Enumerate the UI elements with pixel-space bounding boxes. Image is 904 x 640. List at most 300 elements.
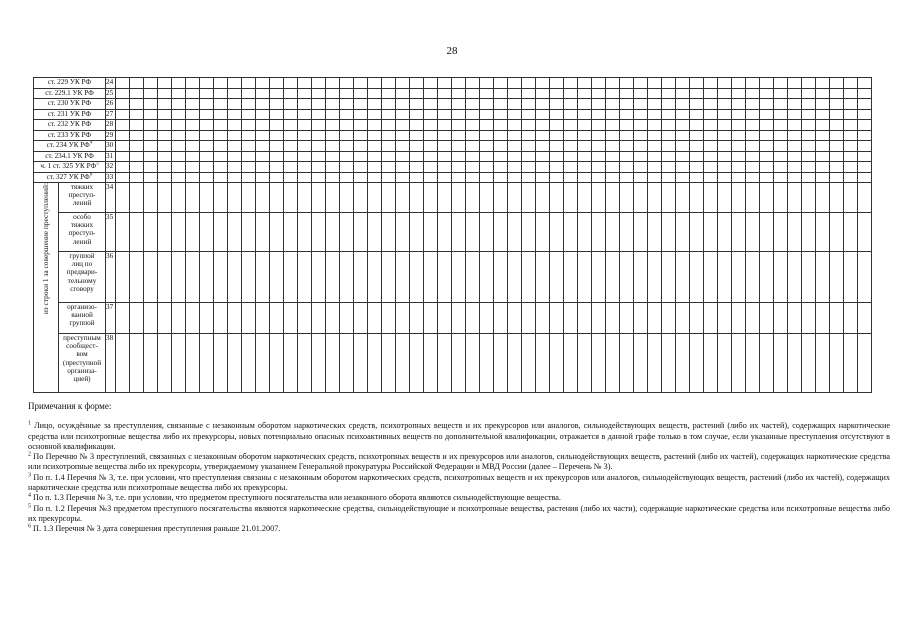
data-cell	[368, 172, 382, 183]
data-cell	[816, 172, 830, 183]
data-cell	[830, 172, 844, 183]
data-cell	[382, 151, 396, 162]
data-cell	[676, 130, 690, 141]
data-cell	[592, 172, 606, 183]
data-cell	[718, 78, 732, 89]
data-cell	[648, 99, 662, 110]
data-cell	[130, 162, 144, 173]
data-cell	[816, 141, 830, 152]
data-cell	[844, 130, 858, 141]
data-cell	[844, 141, 858, 152]
data-cell	[130, 151, 144, 162]
data-cell	[186, 303, 200, 334]
data-cell	[676, 162, 690, 173]
data-cell	[620, 88, 634, 99]
data-cell	[368, 99, 382, 110]
data-cell	[116, 99, 130, 110]
data-cell	[298, 99, 312, 110]
data-cell	[186, 151, 200, 162]
data-cell	[648, 162, 662, 173]
data-cell	[494, 88, 508, 99]
data-cell	[620, 172, 634, 183]
data-cell	[522, 130, 536, 141]
data-cell	[844, 109, 858, 120]
data-cell	[522, 172, 536, 183]
data-cell	[172, 334, 186, 393]
data-cell	[410, 109, 424, 120]
data-cell	[536, 151, 550, 162]
data-cell	[494, 99, 508, 110]
data-cell	[172, 78, 186, 89]
data-cell	[816, 130, 830, 141]
data-cell	[788, 99, 802, 110]
data-cell	[536, 172, 550, 183]
data-cell	[480, 120, 494, 131]
data-cell	[760, 334, 774, 393]
data-cell	[704, 303, 718, 334]
data-cell	[326, 183, 340, 213]
data-cell	[158, 162, 172, 173]
data-cell	[704, 252, 718, 303]
data-cell	[158, 78, 172, 89]
subrow-label-line: организо-	[67, 303, 97, 311]
data-cell	[494, 213, 508, 252]
data-cell	[620, 252, 634, 303]
data-cell	[354, 109, 368, 120]
row-number: 38	[106, 334, 116, 393]
data-cell	[494, 78, 508, 89]
data-cell	[284, 99, 298, 110]
data-cell	[802, 213, 816, 252]
data-cell	[158, 99, 172, 110]
data-cell	[452, 303, 466, 334]
data-cell	[774, 141, 788, 152]
data-cell	[270, 120, 284, 131]
data-cell	[816, 78, 830, 89]
data-cell	[466, 252, 480, 303]
data-cell	[536, 130, 550, 141]
data-cell	[858, 78, 872, 89]
data-cell	[438, 99, 452, 110]
data-cell	[466, 78, 480, 89]
data-cell	[508, 334, 522, 393]
data-cell	[802, 141, 816, 152]
data-cell	[144, 99, 158, 110]
data-cell	[228, 334, 242, 393]
data-cell	[340, 78, 354, 89]
data-cell	[298, 303, 312, 334]
data-cell	[704, 141, 718, 152]
row-label-text: ст. 229 УК РФ	[47, 78, 92, 86]
data-cell	[578, 213, 592, 252]
data-cell	[760, 252, 774, 303]
data-cell	[690, 109, 704, 120]
data-cell	[186, 78, 200, 89]
data-cell	[242, 172, 256, 183]
data-cell	[382, 99, 396, 110]
data-cell	[774, 334, 788, 393]
data-cell	[452, 252, 466, 303]
data-cell	[228, 141, 242, 152]
data-cell	[564, 151, 578, 162]
footnote-text: П. 1.3 Перечня № 3 дата совершения преступления раньше 21.01.2007.	[31, 524, 281, 534]
data-cell	[270, 130, 284, 141]
data-cell	[270, 88, 284, 99]
data-cell	[690, 162, 704, 173]
data-cell	[760, 109, 774, 120]
data-cell	[466, 130, 480, 141]
data-cell	[116, 213, 130, 252]
data-cell	[158, 172, 172, 183]
data-cell	[186, 99, 200, 110]
footnote-marker: 6	[89, 172, 93, 178]
data-cell	[200, 88, 214, 99]
data-cell	[256, 213, 270, 252]
data-cell	[606, 88, 620, 99]
data-cell	[130, 88, 144, 99]
data-cell	[466, 213, 480, 252]
data-cell	[396, 303, 410, 334]
data-cell	[396, 88, 410, 99]
data-cell	[354, 303, 368, 334]
data-cell	[396, 213, 410, 252]
data-cell	[396, 183, 410, 213]
data-cell	[172, 172, 186, 183]
data-cell	[746, 172, 760, 183]
data-cell	[284, 303, 298, 334]
data-cell	[200, 151, 214, 162]
data-cell	[480, 151, 494, 162]
data-cell	[578, 141, 592, 152]
data-cell	[312, 334, 326, 393]
data-cell	[382, 303, 396, 334]
data-cell	[676, 120, 690, 131]
data-cell	[634, 151, 648, 162]
data-cell	[704, 99, 718, 110]
data-cell	[200, 99, 214, 110]
data-cell	[704, 334, 718, 393]
data-cell	[424, 120, 438, 131]
data-cell	[214, 141, 228, 152]
data-cell	[830, 99, 844, 110]
data-cell	[270, 172, 284, 183]
data-cell	[690, 130, 704, 141]
table-row	[34, 252, 872, 303]
data-cell	[774, 151, 788, 162]
data-cell	[256, 252, 270, 303]
data-cell	[844, 183, 858, 213]
data-cell	[634, 99, 648, 110]
data-cell	[830, 151, 844, 162]
data-cell	[200, 162, 214, 173]
row-number: 30	[106, 141, 116, 152]
data-cell	[284, 151, 298, 162]
data-cell	[536, 78, 550, 89]
data-cell	[382, 120, 396, 131]
data-cell	[802, 99, 816, 110]
group-label: из строки 1 за совершение преступлений:	[40, 183, 50, 315]
data-cell	[718, 151, 732, 162]
data-cell	[354, 334, 368, 393]
data-cell	[438, 213, 452, 252]
data-cell	[760, 88, 774, 99]
data-cell	[466, 120, 480, 131]
data-cell	[284, 78, 298, 89]
data-cell	[746, 130, 760, 141]
data-cell	[466, 162, 480, 173]
data-cell	[788, 109, 802, 120]
footnote	[28, 452, 890, 473]
data-cell	[340, 109, 354, 120]
data-cell	[522, 120, 536, 131]
footnote-marker: 4	[89, 140, 93, 146]
data-cell	[466, 88, 480, 99]
data-cell	[270, 334, 284, 393]
data-cell	[522, 88, 536, 99]
data-cell	[858, 172, 872, 183]
data-cell	[242, 213, 256, 252]
data-cell	[340, 88, 354, 99]
data-cell	[424, 99, 438, 110]
data-cell	[438, 151, 452, 162]
data-cell	[438, 303, 452, 334]
data-cell	[816, 162, 830, 173]
data-cell	[228, 172, 242, 183]
data-cell	[690, 183, 704, 213]
data-cell	[606, 213, 620, 252]
data-cell	[214, 130, 228, 141]
data-cell	[354, 88, 368, 99]
data-cell	[704, 213, 718, 252]
data-cell	[620, 120, 634, 131]
data-cell	[564, 88, 578, 99]
data-cell	[410, 151, 424, 162]
data-cell	[508, 252, 522, 303]
row-number: 32	[106, 162, 116, 173]
data-cell	[284, 162, 298, 173]
data-cell	[676, 334, 690, 393]
data-cell	[648, 141, 662, 152]
data-cell	[606, 120, 620, 131]
data-cell	[130, 99, 144, 110]
data-cell	[578, 162, 592, 173]
data-cell	[858, 130, 872, 141]
data-cell	[116, 172, 130, 183]
data-cell	[746, 99, 760, 110]
data-cell	[508, 109, 522, 120]
data-cell	[242, 162, 256, 173]
data-cell	[648, 303, 662, 334]
data-cell	[326, 151, 340, 162]
data-cell	[830, 120, 844, 131]
data-cell	[242, 88, 256, 99]
data-cell	[634, 120, 648, 131]
data-cell	[788, 120, 802, 131]
data-cell	[592, 213, 606, 252]
data-cell	[592, 303, 606, 334]
data-cell	[144, 151, 158, 162]
data-cell	[382, 172, 396, 183]
table-row	[34, 78, 872, 89]
statistics-table	[33, 77, 872, 393]
data-cell	[564, 334, 578, 393]
data-cell	[774, 78, 788, 89]
data-cell	[410, 141, 424, 152]
data-cell	[284, 109, 298, 120]
data-cell	[592, 78, 606, 89]
data-cell	[830, 88, 844, 99]
data-cell	[130, 172, 144, 183]
data-cell	[172, 141, 186, 152]
data-cell	[662, 151, 676, 162]
footnote-marker: 3	[28, 472, 31, 479]
data-cell	[270, 109, 284, 120]
data-cell	[354, 78, 368, 89]
data-cell	[494, 109, 508, 120]
data-cell	[592, 88, 606, 99]
data-cell	[606, 78, 620, 89]
data-cell	[340, 130, 354, 141]
data-cell	[410, 183, 424, 213]
data-cell	[732, 141, 746, 152]
data-cell	[606, 303, 620, 334]
data-cell	[172, 130, 186, 141]
data-cell	[494, 130, 508, 141]
data-cell	[788, 130, 802, 141]
data-cell	[228, 183, 242, 213]
data-cell	[382, 162, 396, 173]
page-number: 28	[446, 45, 458, 57]
data-cell	[340, 141, 354, 152]
data-cell	[508, 303, 522, 334]
data-cell	[760, 120, 774, 131]
footnote	[28, 524, 890, 534]
data-cell	[732, 78, 746, 89]
data-cell	[130, 183, 144, 213]
data-cell	[676, 303, 690, 334]
data-cell	[732, 213, 746, 252]
row-label	[34, 151, 106, 162]
data-cell	[158, 151, 172, 162]
data-cell	[340, 151, 354, 162]
data-cell	[172, 213, 186, 252]
data-cell	[648, 120, 662, 131]
data-cell	[858, 252, 872, 303]
data-cell	[424, 334, 438, 393]
data-cell	[130, 130, 144, 141]
data-cell	[186, 109, 200, 120]
data-cell	[368, 151, 382, 162]
data-cell	[368, 78, 382, 89]
data-cell	[368, 213, 382, 252]
data-cell	[382, 109, 396, 120]
data-cell	[494, 334, 508, 393]
data-cell	[326, 162, 340, 173]
data-cell	[158, 130, 172, 141]
data-cell	[746, 183, 760, 213]
data-cell	[228, 213, 242, 252]
data-cell	[522, 183, 536, 213]
data-cell	[508, 151, 522, 162]
data-cell	[718, 88, 732, 99]
data-cell	[508, 130, 522, 141]
data-cell	[774, 99, 788, 110]
data-cell	[270, 162, 284, 173]
data-cell	[284, 130, 298, 141]
data-cell	[648, 252, 662, 303]
data-cell	[424, 130, 438, 141]
data-cell	[634, 213, 648, 252]
data-cell	[634, 130, 648, 141]
data-cell	[284, 252, 298, 303]
row-label	[34, 88, 106, 99]
data-cell	[242, 303, 256, 334]
data-cell	[802, 130, 816, 141]
data-cell	[410, 130, 424, 141]
data-cell	[256, 120, 270, 131]
data-cell	[130, 120, 144, 131]
data-cell	[858, 334, 872, 393]
data-cell	[130, 141, 144, 152]
data-cell	[522, 303, 536, 334]
data-cell	[550, 130, 564, 141]
data-cell	[648, 213, 662, 252]
data-cell	[564, 252, 578, 303]
data-cell	[480, 303, 494, 334]
data-cell	[452, 130, 466, 141]
data-cell	[494, 172, 508, 183]
data-cell	[186, 252, 200, 303]
data-cell	[858, 109, 872, 120]
data-cell	[368, 303, 382, 334]
data-cell	[802, 303, 816, 334]
data-cell	[480, 130, 494, 141]
data-cell	[480, 213, 494, 252]
data-cell	[704, 172, 718, 183]
data-cell	[228, 88, 242, 99]
data-cell	[802, 334, 816, 393]
data-cell	[858, 151, 872, 162]
data-cell	[592, 334, 606, 393]
data-cell	[606, 99, 620, 110]
data-cell	[508, 213, 522, 252]
footnote	[28, 493, 890, 503]
data-cell	[662, 172, 676, 183]
data-cell	[508, 172, 522, 183]
data-cell	[634, 183, 648, 213]
data-cell	[774, 120, 788, 131]
data-cell	[228, 130, 242, 141]
data-cell	[214, 334, 228, 393]
data-cell	[382, 334, 396, 393]
data-cell	[158, 252, 172, 303]
data-cell	[760, 172, 774, 183]
row-label-text: ст. 230 УК РФ	[47, 99, 92, 107]
data-cell	[480, 334, 494, 393]
data-cell	[256, 109, 270, 120]
row-number: 35	[106, 213, 116, 252]
data-cell	[144, 141, 158, 152]
data-cell	[228, 252, 242, 303]
data-cell	[312, 213, 326, 252]
data-cell	[270, 151, 284, 162]
data-cell	[326, 141, 340, 152]
data-cell	[382, 183, 396, 213]
data-cell	[816, 99, 830, 110]
data-cell	[256, 130, 270, 141]
data-cell	[564, 303, 578, 334]
footnote-marker: 2	[28, 451, 31, 458]
